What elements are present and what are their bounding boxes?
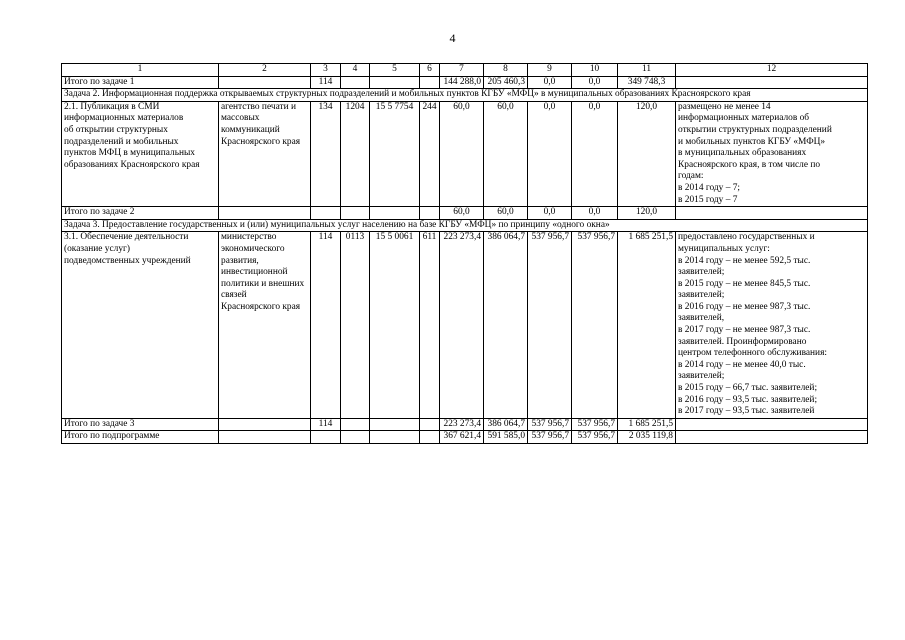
empty-cell	[420, 207, 440, 220]
empty-cell	[370, 207, 420, 220]
empty-cell	[420, 431, 440, 444]
amount-total: 349 748,3	[618, 76, 676, 89]
empty-cell	[370, 76, 420, 89]
row-label: Итого по подпрограмме	[62, 431, 219, 444]
grbs-code: 134	[311, 101, 341, 206]
amount-2015: 386 064,7	[484, 418, 528, 431]
task2-title: Задача 2. Информационная поддержка открываемых структурных подразделений и мобильных пунктов КГБУ «МФЦ» в муниципальных образованиях Красноярского края	[62, 89, 868, 102]
vr-code: 244	[420, 101, 440, 206]
row-3-1	[62, 232, 868, 419]
empty-cell	[311, 431, 341, 444]
header-cell: 4	[341, 64, 370, 77]
expected-result: размещено не менее 14 информационных материалов об открытии структурных подразделений и мобильных пунктов КГБУ «МФЦ» в муниципальных образованиях Красноярского края, в том числе по годам: в 2014 году – 7; в 2015 году – 7	[676, 101, 868, 206]
task3-total-row	[62, 418, 868, 431]
header-cell: 8	[484, 64, 528, 77]
amount-2015: 205 460,3	[484, 76, 528, 89]
empty-cell	[341, 207, 370, 220]
vr-code: 611	[420, 232, 440, 419]
amount-2017: 537 956,7	[572, 418, 618, 431]
header-cell: 10	[572, 64, 618, 77]
header-cell: 5	[370, 64, 420, 77]
amount-total: 1 685 251,5	[618, 418, 676, 431]
task2-header-row	[62, 89, 868, 102]
amount-2017: 0,0	[572, 207, 618, 220]
empty-cell	[219, 207, 311, 220]
amount-2014: 367 621,4	[440, 431, 484, 444]
responsible-org: агентство печати и массовых коммуникаций Красноярского края	[219, 101, 311, 206]
csr-code: 15 5 0061	[370, 232, 420, 419]
amount-total: 1 685 251,5	[618, 232, 676, 419]
empty-cell	[420, 76, 440, 89]
amount-2016: 537 956,7	[528, 431, 572, 444]
empty-cell	[676, 431, 868, 444]
amount-2016: 0,0	[528, 207, 572, 220]
empty-cell	[219, 76, 311, 89]
task1-total-row	[62, 76, 868, 89]
empty-cell	[341, 418, 370, 431]
grbs-code: 114	[311, 76, 341, 89]
amount-2015: 591 585,0	[484, 431, 528, 444]
empty-cell	[311, 207, 341, 220]
empty-cell	[219, 418, 311, 431]
row-label: Итого по задаче 3	[62, 418, 219, 431]
budget-table	[61, 63, 868, 444]
rzpr-code: 1204	[341, 101, 370, 206]
amount-2017: 537 956,7	[572, 232, 618, 419]
empty-cell	[370, 418, 420, 431]
empty-cell	[676, 418, 868, 431]
header-cell: 9	[528, 64, 572, 77]
amount-2017: 537 956,7	[572, 431, 618, 444]
row-label: Итого по задаче 1	[62, 76, 219, 89]
header-row	[62, 64, 868, 77]
amount-2014: 223 273,4	[440, 418, 484, 431]
amount-total: 120,0	[618, 207, 676, 220]
responsible-org: министерство экономического развития, инвестиционной политики и внешних связей Красноярского края	[219, 232, 311, 419]
empty-cell	[370, 431, 420, 444]
amount-2014: 60,0	[440, 101, 484, 206]
header-cell: 3	[311, 64, 341, 77]
header-cell: 7	[440, 64, 484, 77]
amount-2015: 60,0	[484, 207, 528, 220]
csr-code: 15 5 7754	[370, 101, 420, 206]
task3-header-row	[62, 219, 868, 232]
grbs-code: 114	[311, 418, 341, 431]
header-cell: 1	[62, 64, 219, 77]
amount-2014: 223 273,4	[440, 232, 484, 419]
task2-total-row	[62, 207, 868, 220]
empty-cell	[341, 431, 370, 444]
amount-2016: 0,0	[528, 101, 572, 206]
row-2-1	[62, 101, 868, 206]
header-cell: 2	[219, 64, 311, 77]
amount-2014: 144 288,0	[440, 76, 484, 89]
header-cell: 6	[420, 64, 440, 77]
amount-2014: 60,0	[440, 207, 484, 220]
header-cell: 11	[618, 64, 676, 77]
row-label: Итого по задаче 2	[62, 207, 219, 220]
measure-name: 2.1. Публикация в СМИ информационных материалов об открытии структурных подразделений и мобильных пунктов МФЦ в муниципальных образованиях Красноярского края	[62, 101, 219, 206]
empty-cell	[676, 76, 868, 89]
page-number: 4	[449, 31, 456, 45]
header-cell: 12	[676, 64, 868, 77]
measure-name: 3.1. Обеспечение деятельности (оказание услуг) подведомственных учреждений	[62, 232, 219, 419]
task3-title: Задача 3. Предоставление государственных и (или) муниципальных услуг населению на базе КГБУ «МФЦ» по принципу «одного окна»	[62, 219, 868, 232]
empty-cell	[341, 76, 370, 89]
empty-cell	[420, 418, 440, 431]
empty-cell	[219, 431, 311, 444]
amount-2015: 386 064,7	[484, 232, 528, 419]
amount-2015: 60,0	[484, 101, 528, 206]
amount-total: 2 035 119,8	[618, 431, 676, 444]
amount-2016: 0,0	[528, 76, 572, 89]
amount-total: 120,0	[618, 101, 676, 206]
amount-2016: 537 956,7	[528, 232, 572, 419]
amount-2016: 537 956,7	[528, 418, 572, 431]
amount-2017: 0,0	[572, 76, 618, 89]
grbs-code: 114	[311, 232, 341, 419]
rzpr-code: 0113	[341, 232, 370, 419]
amount-2017: 0,0	[572, 101, 618, 206]
expected-result: предоставлено государственных и муниципальных услуг: в 2014 году – не менее 592,5 тыс. заявителей; в 2015 году – не менее 845,5 тыс. заявителей; в 2016 году – не менее 987,3 тыс. заявителей, в 2017 году – не менее 987,3 тыс. заявителей. Проинформировано центром телефонного обслуживания: в 2014 году – не менее 40,0 тыс. заявителей; в 2015 году – 66,7 тыс. заявителей; в 2016 году – 93,5 тыс. заявителей; в 2017 году – 93,5 тыс. заявителей	[676, 232, 868, 419]
subprogram-total-row	[62, 431, 868, 444]
empty-cell	[676, 207, 868, 220]
